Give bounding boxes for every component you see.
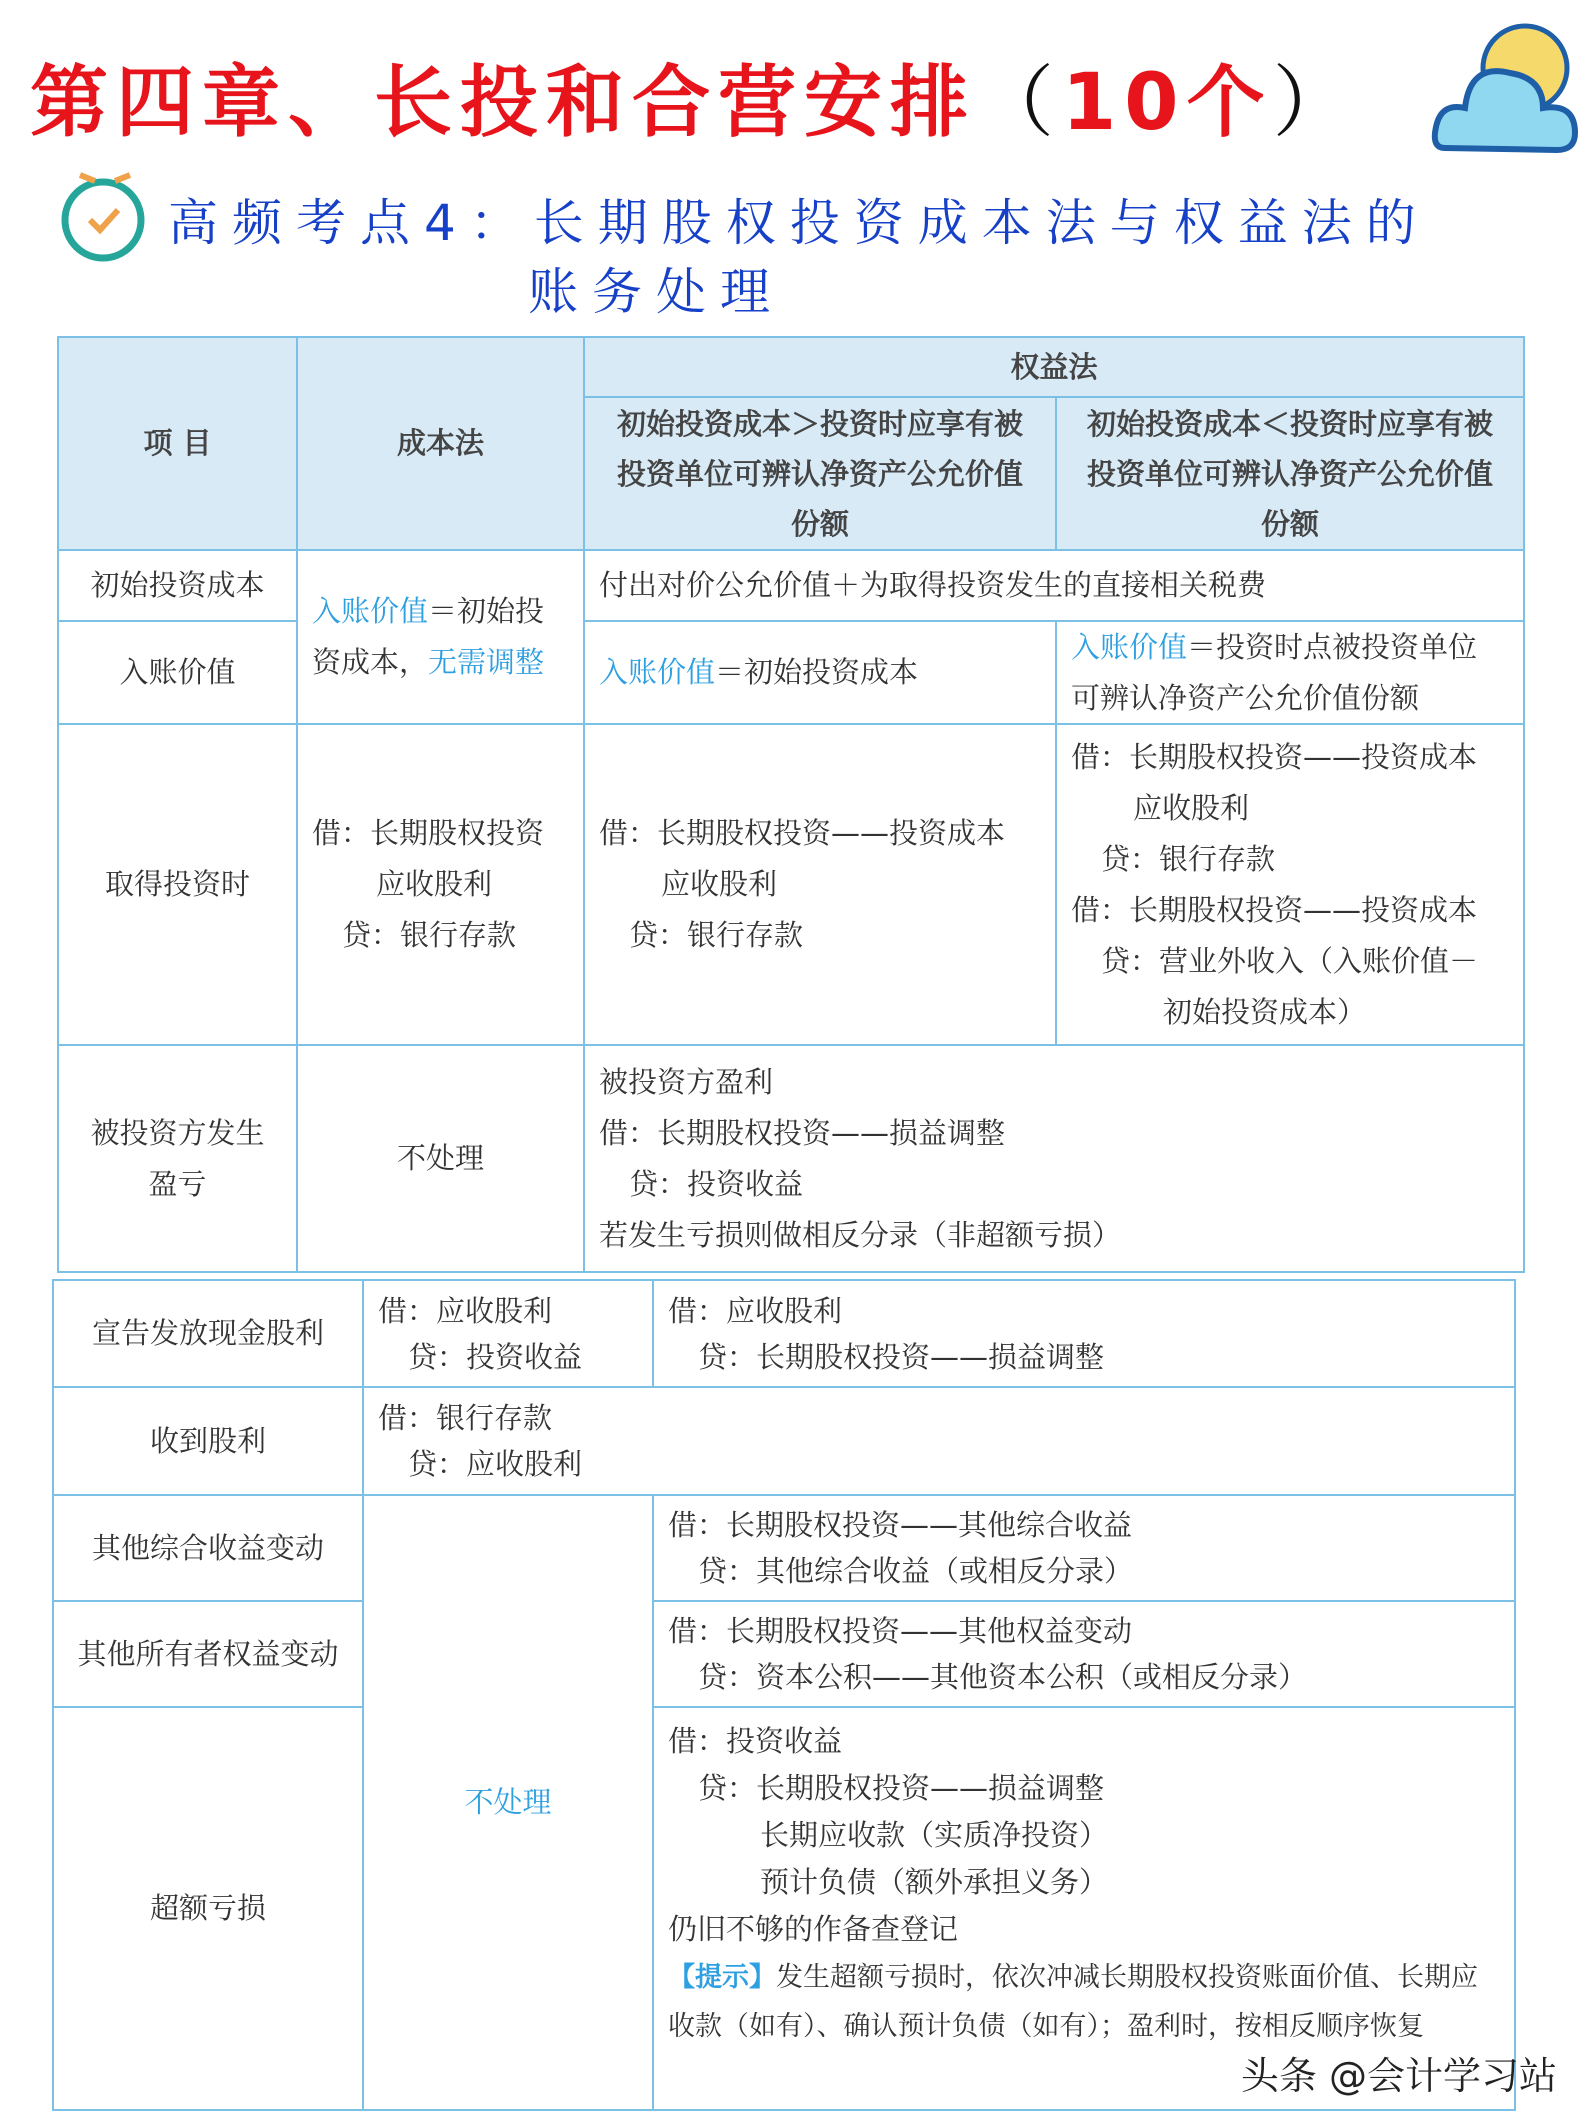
tip-text: 发生超额亏损时，依次冲减长期股权投资账面价值、长期应收款（如有）、确认预计负债（如有）；盈利时，按相反顺序恢复 — [668, 1962, 1478, 2042]
sun-cloud-icon — [1425, 8, 1585, 158]
row-label-dividend-declared: 宣告发放现金股利 — [52, 1279, 364, 1388]
equity-init-cost: 付出对价公允价值＋为取得投资发生的直接相关税费 — [583, 549, 1525, 622]
equity-other-equity: 借：长期股权投资——其他权益变动 贷：资本公积——其他资本公积（或相反分录） — [652, 1600, 1516, 1708]
row-label-other-equity: 其他所有者权益变动 — [52, 1600, 364, 1708]
equity-excess-loss: 借：投资收益 贷：长期股权投资——损益调整 长期应收款（实质净投资） 预计负债（额外承担义务） 仍旧不够的作备查登记 【提示】发生超额亏损时，依次冲减长期股权投资账面价值、长期应收款（如有）、确认预计负债（如有）；盈利时，按相反顺序恢复 — [652, 1706, 1516, 2111]
dividend-received-entry: 借：银行存款 贷：应收股利 — [362, 1386, 1516, 1496]
header-equity-method: 权益法 — [583, 336, 1525, 398]
cost-no-treatment-merged: 不处理 — [362, 1494, 654, 2111]
row-label-dividend-received: 收到股利 — [52, 1386, 364, 1496]
tip-label: 【提示】 — [668, 1962, 776, 1993]
equity-lt-book-value: 入账价值＝投资时点被投资单位 可辨认净资产公允价值份额 — [1055, 620, 1525, 725]
row-label-init-cost: 初始投资成本 — [57, 549, 298, 622]
row-label-excess-loss: 超额亏损 — [52, 1706, 364, 2111]
cost-acquire: 借：长期股权投资 应收股利 贷：银行存款 — [296, 723, 585, 1046]
subtitle-line1: 高频考点4：长期股权投资成本法与权益法的 — [168, 194, 1430, 252]
row-label-oci: 其他综合收益变动 — [52, 1494, 364, 1602]
header-item: 项 目 — [57, 336, 298, 551]
header-cost-method: 成本法 — [296, 336, 585, 551]
equity-lt-acquire: 借：长期股权投资——投资成本 应收股利 贷：银行存款 借：长期股权投资——投资成本 贷：营业外收入（入账价值－ 初始投资成本） — [1055, 723, 1525, 1046]
equity-gt-book-value: 入账价值＝初始投资成本 — [583, 620, 1057, 725]
equity-gt-acquire: 借：长期股权投资——投资成本 应收股利 贷：银行存款 — [583, 723, 1057, 1046]
row-label-book-value: 入账价值 — [57, 620, 298, 725]
cost-dividend-declared: 借：应收股利 贷：投资收益 — [362, 1279, 654, 1388]
alarm-clock-icon — [55, 165, 165, 265]
row-label-profit-loss: 被投资方发生 盈亏 — [57, 1044, 298, 1273]
equity-profit-loss: 被投资方盈利 借：长期股权投资——损益调整 贷：投资收益 若发生亏损则做相反分录（非超额亏损） — [583, 1044, 1525, 1273]
cost-book-value: 入账价值＝初始投 资成本，无需调整 — [296, 549, 585, 725]
header-equity-gt: 初始投资成本＞投资时应享有被 投资单位可辨认净资产公允价值 份额 — [583, 396, 1057, 551]
equity-dividend-declared: 借：应收股利 贷：长期股权投资——损益调整 — [652, 1279, 1516, 1388]
watermark: 头条 @会计学习站 — [1240, 2054, 1557, 2098]
cost-profit-loss: 不处理 — [296, 1044, 585, 1273]
row-label-acquire: 取得投资时 — [57, 723, 298, 1046]
equity-oci: 借：长期股权投资——其他综合收益 贷：其他综合收益（或相反分录） — [652, 1494, 1516, 1602]
subtitle-line2: 账务处理 — [528, 263, 784, 321]
chapter-title: 第四章、长投和合营安排（10个） — [30, 58, 1359, 148]
header-equity-lt: 初始投资成本＜投资时应享有被 投资单位可辨认净资产公允价值 份额 — [1055, 396, 1525, 551]
